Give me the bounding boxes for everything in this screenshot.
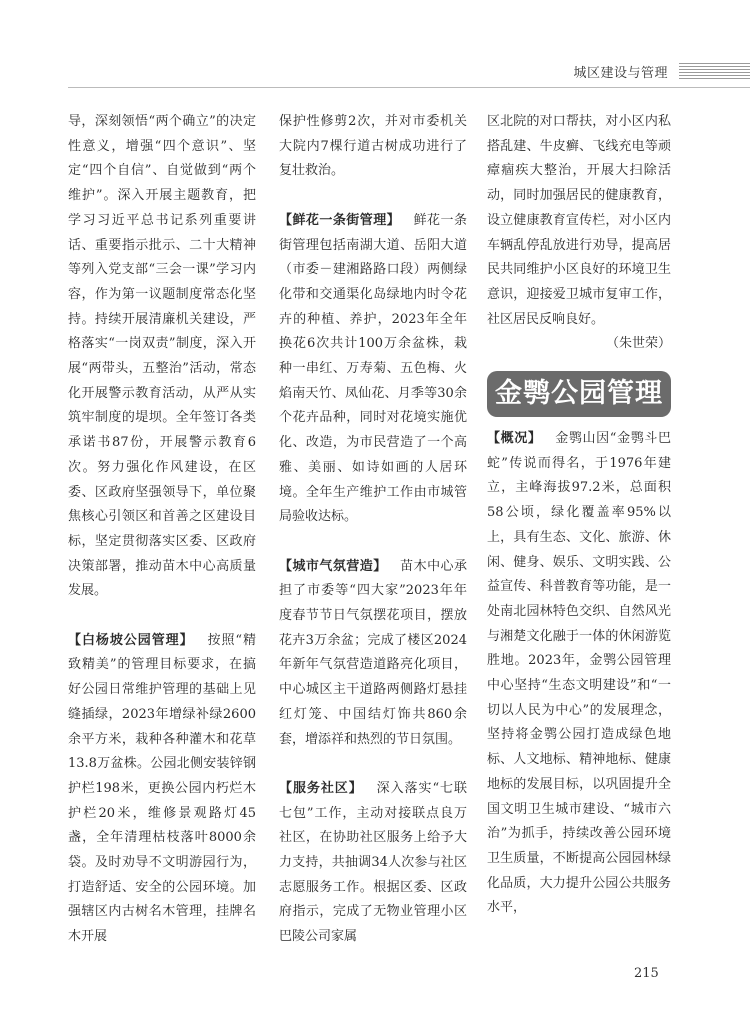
text-column-1 bbox=[68, 110, 256, 950]
text-column-3 bbox=[487, 110, 671, 921]
section-community-service bbox=[279, 777, 467, 950]
section-city-atmosphere bbox=[279, 555, 467, 753]
section-heading-community-service: 【服务社区】 bbox=[279, 780, 363, 796]
paragraph-continued: 保护性修剪2次，并对市委机关大院内7棵行道古树成功进行了复壮救治。 bbox=[279, 114, 467, 179]
chapter-section-title: 金鹗公园管理 bbox=[487, 371, 671, 417]
paragraph-party-building: 导，深刻领悟“两个确立”的决定性意义，增强“四个意识”、坚定“四个自信”、自觉做到“两个维护”。深入开展主题教育，把学习习近平总书记系列重要讲话、重要指示批示、二十大精神等列入党支部“三会一课”学习内容，作为第一议题制度常态化坚持。持续开展清廉机关建设，严格落实“一岗双责”制度，深入开展“两带头，五整治”活动，常态化开展警示教育活动，从严从实筑牢制度的堤坝。全年签订各类承诺书87份，开展警示教育6次。努力强化作风建设，在区委、区政府坚强领导下，单位聚焦核心引领区和首善之区建设目标，坚定贯彻落实区委、区政府决策部署，推动苗木中心高质量发展。 bbox=[68, 114, 256, 599]
section-flower-street bbox=[279, 209, 467, 530]
paragraph-continued: 区北院的对口帮扶，对小区内私搭乱建、牛皮癣、飞线充电等顽瘴痼疾大整治，开展大扫除活动，同时加强居民的健康教育，设立健康教育宣传栏，对小区内车辆乱停乱放进行劝导，提高居民共同维护小区良好的环境卫生意识，迎接爱卫城市复审工作，社区居民反响良好。 bbox=[487, 114, 671, 327]
paragraph-gap bbox=[279, 184, 467, 209]
section-body-baiyangpo: 按照“精致精美”的管理目标要求，在搞好公园日常维护管理的基础上见缝插绿，2023年增绿补绿2600余平方米，栽种各种灌木和花草13.8万盆株。公园北侧安装锌钢护栏198米，更换公园内朽烂木护栏20米，维修景观路灯45盏，全年清理枯枝落叶8000余袋。及时劝导不文明游园行为，打造舒适、安全的公园环境。加强辖区内古树名木管理，挂牌名木开展 bbox=[68, 632, 256, 945]
page-number: 215 bbox=[634, 966, 659, 981]
header-decoration-stripes bbox=[679, 63, 750, 80]
header-divider bbox=[68, 87, 750, 88]
text-column-2 bbox=[279, 110, 467, 950]
paragraph-gap bbox=[68, 604, 256, 629]
section-body-flower-street: 鲜花一条街管理包括南湖大道、岳阳大道（市委－建湘路路口段）两侧绿化带和交通渠化岛绿地内时令花卉的种植、养护，2023年全年换花6次共计100万余盆株，栽种一串红、万寿菊、五色梅、火焰南天竹、凤仙花、月季等30余个花卉品种，同时对花境实施优化、改造，为市民营造了一个高雅、美丽、如诗如画的人居环境。全年生产维护工作由市城管局验收达标。 bbox=[279, 212, 467, 525]
section-heading-flower-street: 【鲜花一条街管理】 bbox=[279, 212, 401, 228]
section-heading-baiyangpo: 【白杨坡公园管理】 bbox=[68, 632, 194, 648]
section-overview bbox=[487, 427, 671, 921]
paragraph-gap bbox=[279, 530, 467, 555]
paragraph-gap bbox=[279, 752, 467, 777]
section-baiyangpo-park bbox=[68, 629, 256, 950]
running-header-section-title: 城区建设与管理 bbox=[573, 66, 668, 81]
section-body-city-atmosphere: 苗木中心承担了市委等“四大家”2023年年度春节节日气氛摆花项目，摆放花卉3万余盆；完成了楼区2024年新年气氛营造道路亮化项目，中心城区主干道路两侧路灯悬挂红灯笼、中国结灯饰共860余套，增添祥和热烈的节日氛围。 bbox=[279, 558, 467, 747]
section-body-overview: 金鹗山因“金鹗斗巴蛇”传说而得名，于1976年建立，主峰海拔97.2米，总面积58公顷，绿化覆盖率95%以上，具有生态、文化、旅游、休闲、健身、娱乐、文明实践、公益宣传、科普教育等功能，是一处南北园林特色交织、自然风光与湘楚文化融于一体的休闲游览胜地。2023年，金鹗公园管理中心坚持“生态文明建设”和“一切以人民为中心”的发展理念，坚持将金鹗公园打造成绿色地标、人文地标、精神地标、健康地标的发展目标，以巩固提升全国文明卫生城市建设、“城市六治”为抓手，持续改善公园环境卫生质量，不断提高公园园林绿化品质，大力提升公园公共服务水平， bbox=[487, 431, 671, 916]
section-body-community-service: 深入落实“七联七包”工作，主动对接联点良万社区，在协助社区服务上给予大力支持，共抽调34人次参与社区志愿服务工作。根据区委、区政府指示，完成了无物业管理小区巴陵公司家属 bbox=[279, 780, 467, 945]
section-heading-city-atmosphere: 【城市气氛营造】 bbox=[279, 558, 387, 574]
section-heading-overview: 【概况】 bbox=[487, 431, 542, 447]
author-credit: （朱世荣） bbox=[605, 336, 671, 352]
